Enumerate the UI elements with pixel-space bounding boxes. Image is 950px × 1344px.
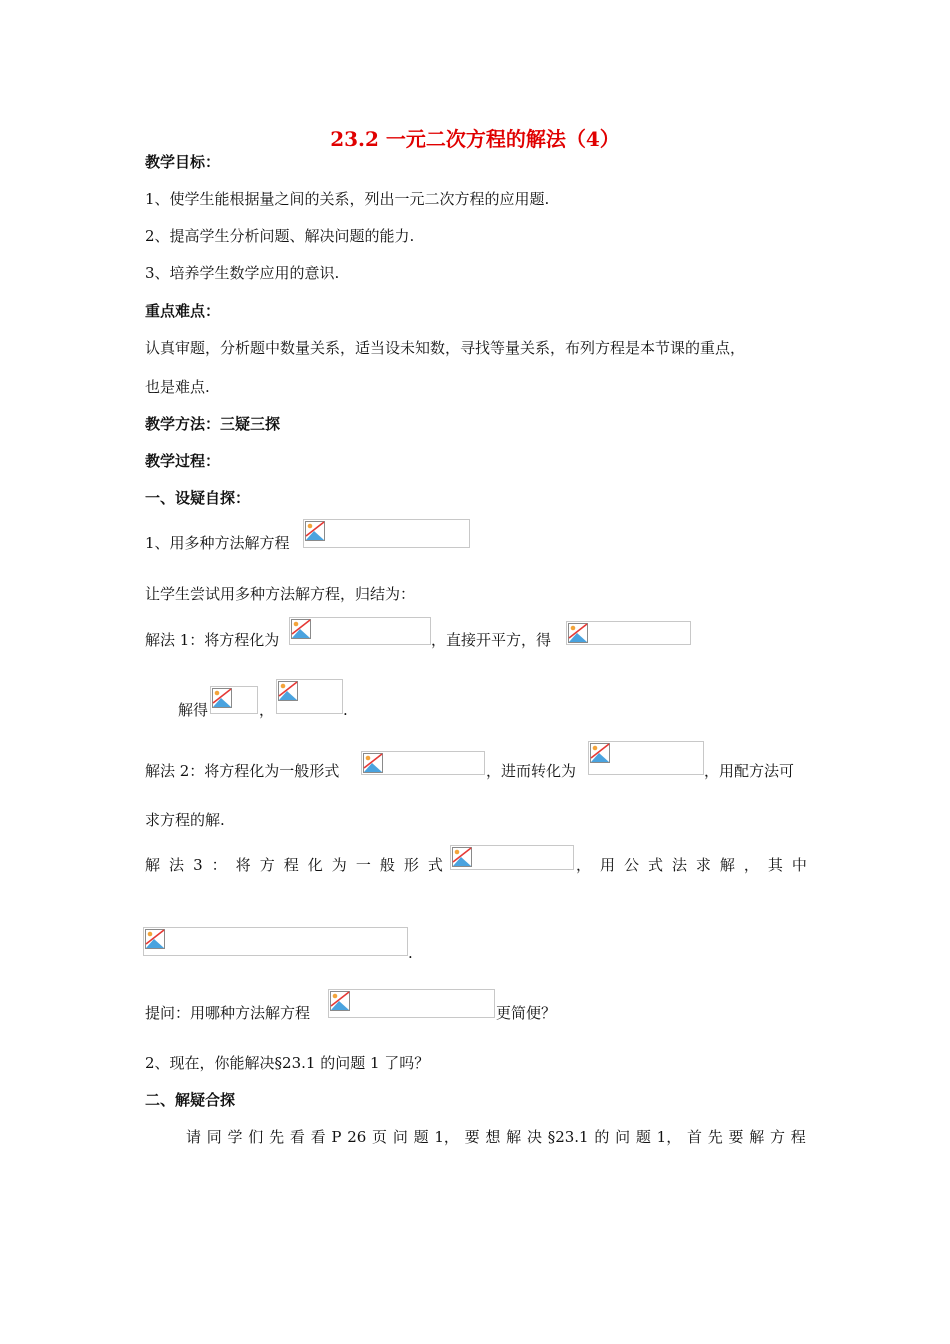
- solution-1-comma: ，: [259, 701, 275, 719]
- sec2-char: 问: [615, 1128, 631, 1146]
- broken-image-icon: [588, 741, 704, 775]
- sec2-char: 看: [310, 1128, 326, 1146]
- sol3-char: 为: [331, 856, 347, 874]
- sol3-char: 般: [379, 856, 395, 874]
- sec2-char: P: [331, 1128, 342, 1146]
- sec2-char: §23.1: [547, 1128, 589, 1146]
- sec2-char: 问: [392, 1128, 408, 1146]
- sol3-tail-char: ，: [576, 856, 592, 874]
- sol3-tail-char: 公: [623, 856, 639, 874]
- broken-image-icon: [566, 621, 691, 645]
- solution-2-text-c: ，用配方法可: [704, 762, 795, 780]
- objective-item-2: 2、提高学生分析问题、解决问题的能力.: [145, 227, 415, 245]
- sec2-char: 要: [728, 1128, 744, 1146]
- broken-image-icon: [328, 989, 495, 1018]
- sol3-char: 解: [145, 856, 161, 874]
- sec2-char: 页: [372, 1128, 388, 1146]
- broken-image-icon: [303, 519, 470, 548]
- sol3-char: 程: [283, 856, 299, 874]
- solution-3-tail: [576, 855, 807, 875]
- sec2-char: 学: [227, 1128, 243, 1146]
- sec2-char: 先: [269, 1128, 285, 1146]
- sec2-char: 决: [526, 1128, 542, 1146]
- solution-1-label: 解法 1：将方程化为: [145, 631, 280, 649]
- sec2-char: 要: [464, 1128, 480, 1146]
- question-2-text: 2、现在，你能解决§23.1 的问题 1 了吗？: [145, 1054, 430, 1072]
- sec2-char: 首: [686, 1128, 702, 1146]
- sol3-tail-char: 式: [647, 856, 663, 874]
- sol3-char: 将: [235, 856, 251, 874]
- solution-1-text-b: ，直接开平方，得: [431, 631, 552, 649]
- sec2-char: 请: [186, 1128, 202, 1146]
- broken-image-icon: [210, 686, 258, 714]
- sol3-char: 式: [427, 856, 443, 874]
- key-points-line-2: 也是难点.: [145, 378, 210, 396]
- prompt-text-a: 提问：用哪种方法解方程: [145, 1004, 311, 1022]
- sol3-tail-char: ，: [743, 856, 759, 874]
- sol3-char: 形: [403, 856, 419, 874]
- solution-2-label: 解法 2：将方程化为一般形式: [145, 762, 340, 780]
- question-1-text: 1、用多种方法解方程: [145, 534, 290, 552]
- sec2-char: 解: [749, 1128, 765, 1146]
- sec2-char: 看: [289, 1128, 305, 1146]
- page-title: 23.2 一元二次方程的解法（4）: [330, 127, 620, 151]
- sol3-char: ：: [211, 856, 227, 874]
- key-points-heading: 重点难点：: [145, 302, 221, 320]
- solution-2-text-d: 求方程的解.: [145, 811, 225, 829]
- solution-3-label: [145, 855, 443, 875]
- key-points-line-1: 认真审题，分析题中数量关系，适当设未知数，寻找等量关系，布列方程是本节课的重点，: [145, 339, 746, 357]
- sol3-char: 法: [169, 856, 185, 874]
- objective-item-3: 3、培养学生数学应用的意识.: [145, 264, 340, 282]
- sol3-char: 一: [355, 856, 371, 874]
- sec2-char: 先: [707, 1128, 723, 1146]
- sol3-tail-char: 法: [671, 856, 687, 874]
- broken-image-icon: [143, 927, 408, 956]
- sec2-char: 程: [790, 1128, 806, 1146]
- broken-image-icon: [276, 679, 343, 714]
- sol3-char: 化: [307, 856, 323, 874]
- solution-1-text-c: 解得: [178, 701, 209, 719]
- sol3-tail-char: 其: [767, 856, 783, 874]
- sec2-char: 题: [635, 1128, 651, 1146]
- sol3-tail-char: 用: [599, 856, 615, 874]
- sol3-tail-char: 求: [695, 856, 711, 874]
- objective-item-1: 1、使学生能根据量之间的关系，列出一元二次方程的应用题.: [145, 190, 550, 208]
- broken-image-icon: [361, 751, 485, 775]
- sec2-char: 1，: [656, 1128, 682, 1146]
- process-heading: 教学过程：: [145, 452, 221, 470]
- section2-line: [186, 1127, 806, 1147]
- sec2-char: 26: [347, 1128, 367, 1146]
- solution-1-end: .: [343, 701, 348, 719]
- solution-3-end: .: [408, 944, 413, 962]
- sec2-char: 的: [594, 1128, 610, 1146]
- sol3-tail-char: 解: [719, 856, 735, 874]
- sec2-char: 们: [248, 1128, 264, 1146]
- prompt-text-b: 更简便？: [496, 1004, 557, 1022]
- broken-image-icon: [289, 617, 431, 645]
- sec2-char: 想: [485, 1128, 501, 1146]
- sol3-char: 3: [193, 856, 203, 874]
- sol3-tail-char: 中: [791, 856, 807, 874]
- sec2-char: 同: [206, 1128, 222, 1146]
- section2-heading: 二、解疑合探: [145, 1091, 236, 1109]
- sec2-char: 1，: [434, 1128, 459, 1146]
- sec2-char: 方: [770, 1128, 786, 1146]
- section1-heading: 一、设疑自探：: [145, 489, 251, 507]
- sec2-char: 题: [413, 1128, 429, 1146]
- objectives-heading: 教学目标：: [145, 153, 221, 171]
- sol3-char: 方: [259, 856, 275, 874]
- solution-2-text-b: ，进而转化为: [486, 762, 577, 780]
- teaching-method: 教学方法：三疑三探: [145, 415, 281, 433]
- intro-text: 让学生尝试用多种方法解方程，归结为：: [145, 585, 416, 603]
- broken-image-icon: [450, 845, 574, 870]
- sec2-char: 解: [506, 1128, 522, 1146]
